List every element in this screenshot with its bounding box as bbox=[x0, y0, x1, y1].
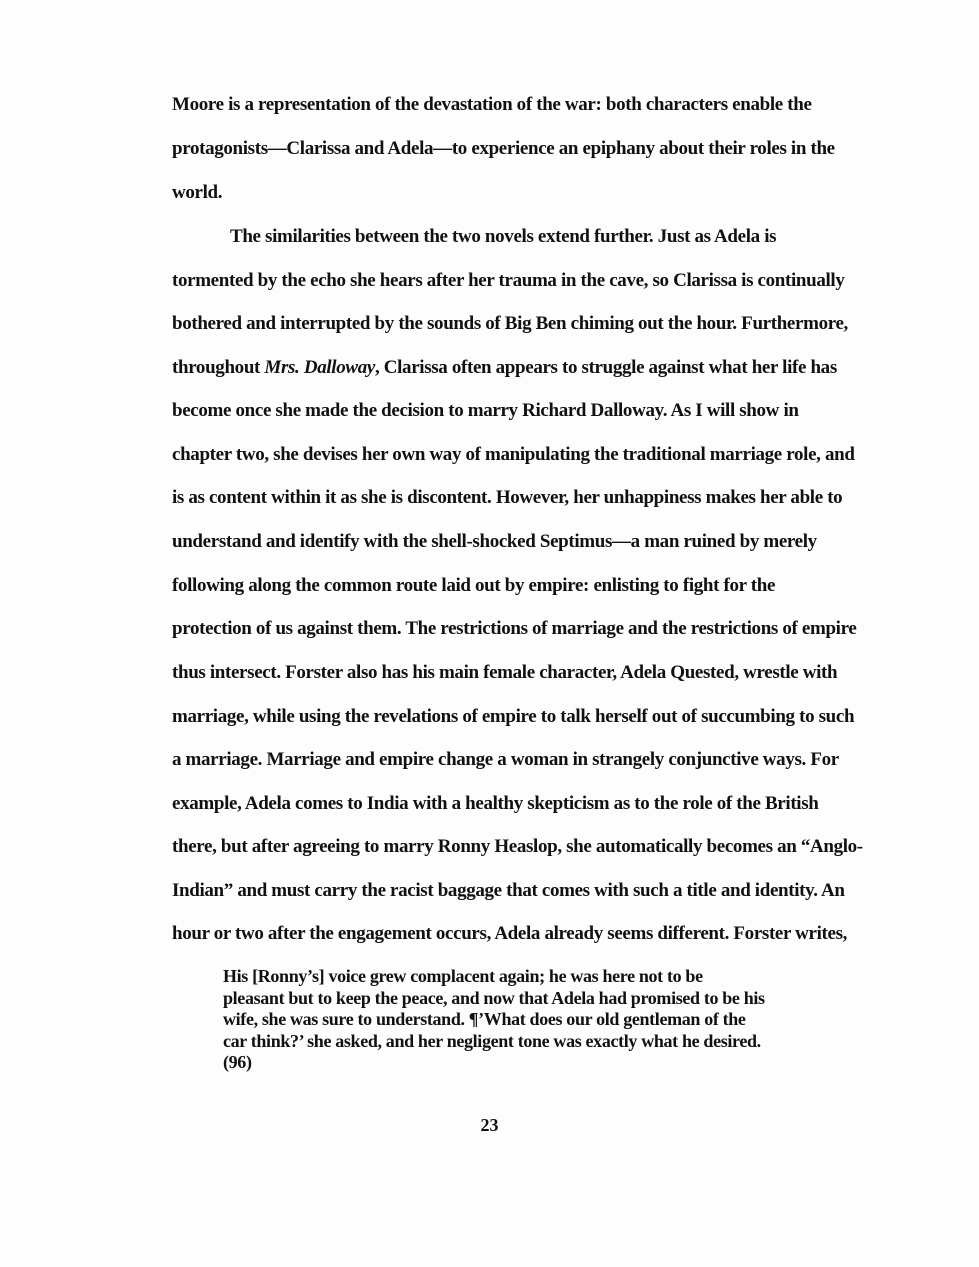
page-number: 23 bbox=[480, 1115, 499, 1135]
body-line-6: bothered and interrupted by the sounds of Big Ben chiming out the hour. Furthermore, bbox=[172, 313, 848, 334]
body-line-11: understand and identify with the shell-shocked Septimus—a man ruined by merely bbox=[172, 531, 817, 552]
body-line-7 bbox=[172, 357, 837, 379]
body-line-9: chapter two, she devises her own way of manipulating the traditional marriage role, and bbox=[172, 444, 855, 465]
body-line-5: tormented by the echo she hears after her trauma in the cave, so Clarissa is continually bbox=[172, 270, 845, 291]
body-line-13: protection of us against them. The restrictions of marriage and the restrictions of empire bbox=[172, 618, 857, 639]
body-line-2: protagonists—Clarissa and Adela—to experience an epiphany about their roles in the bbox=[172, 138, 835, 159]
body-line-1: Moore is a representation of the devastation of the war: both characters enable the bbox=[172, 94, 812, 115]
body-line-4: The similarities between the two novels extend further. Just as Adela is bbox=[230, 226, 777, 247]
body-line-18: there, but after agreeing to marry Ronny Heaslop, she automatically becomes an “Anglo- bbox=[172, 836, 863, 857]
body-line-19: Indian” and must carry the racist baggage that comes with such a title and identity. An bbox=[172, 880, 845, 901]
book-title-italic: Mrs. Dalloway bbox=[264, 357, 375, 378]
body-line-3: world. bbox=[172, 182, 223, 203]
text-run: throughout bbox=[172, 357, 265, 378]
quote-line: car think?’ she asked, and her negligent tone was exactly what he desired. bbox=[223, 1030, 761, 1051]
body-line-14: thus intersect. Forster also has his main female character, Adela Quested, wrestle with bbox=[172, 662, 838, 683]
body-line-12: following along the common route laid out by empire: enlisting to fight for the bbox=[172, 575, 776, 596]
body-line-8: become once she made the decision to marry Richard Dalloway. As I will show in bbox=[172, 400, 799, 421]
quote-line: wife, she was sure to understand. ¶’What does our old gentleman of the bbox=[223, 1009, 746, 1029]
body-line-10: is as content within it as she is discontent. However, her unhappiness makes her able to bbox=[172, 487, 843, 508]
body-line-17: example, Adela comes to India with a healthy skepticism as to the role of the British bbox=[172, 793, 819, 814]
quote-citation: (96) bbox=[223, 1052, 252, 1072]
text-run: , Clarissa often appears to struggle against what her life has bbox=[374, 357, 837, 378]
body-line-16: a marriage. Marriage and empire change a woman in strangely conjunctive ways. For bbox=[172, 749, 839, 770]
quote-line: pleasant but to keep the peace, and now that Adela had promised to be his bbox=[223, 987, 765, 1008]
body-line-20: hour or two after the engagement occurs, Adela already seems different. Forster writes, bbox=[172, 923, 848, 944]
quote-line: His [Ronny’s] voice grew complacent again; he was here not to be bbox=[223, 966, 703, 986]
body-line-15: marriage, while using the revelations of empire to talk herself out of succumbing to such bbox=[172, 706, 855, 727]
block-quote bbox=[223, 966, 803, 1074]
